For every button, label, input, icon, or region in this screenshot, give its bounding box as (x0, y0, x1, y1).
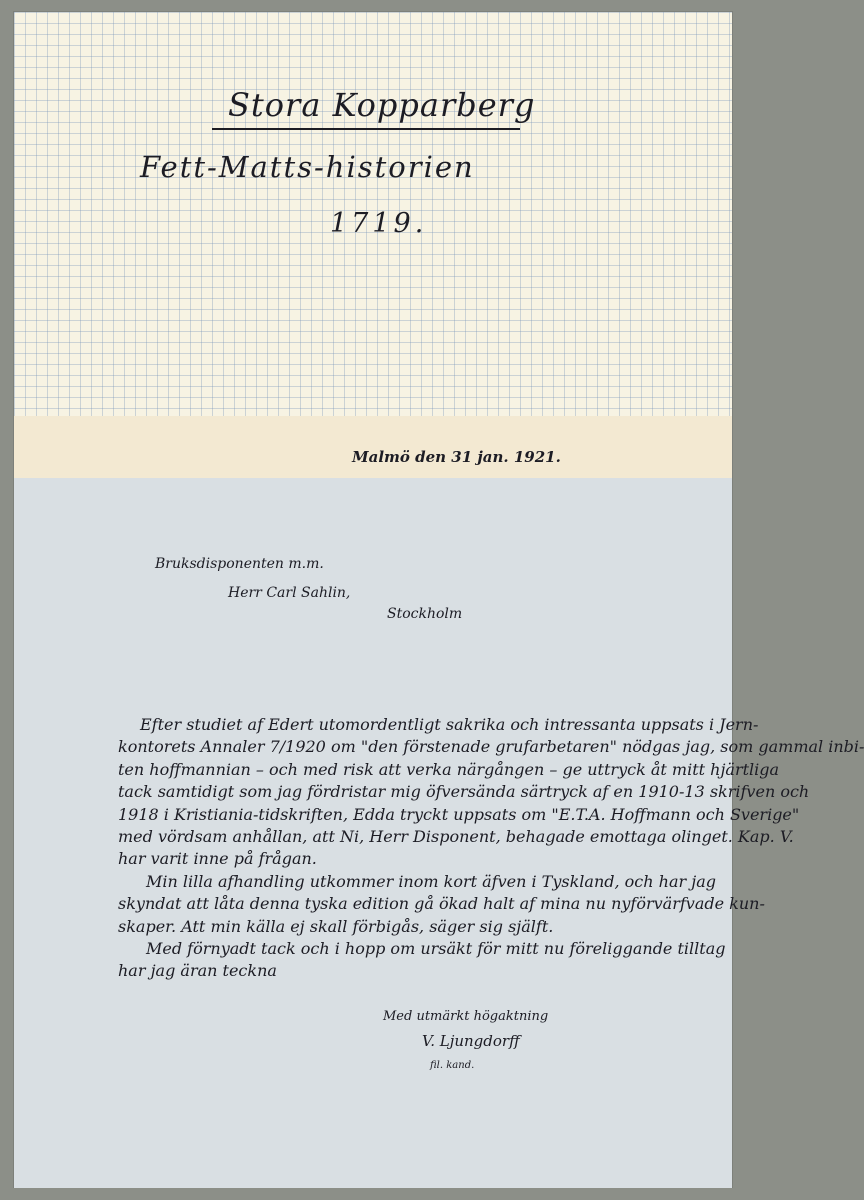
body-line: Med förnyadt tack och i hopp om ursäkt för mitt nu föreliggande tilltag (146, 938, 726, 958)
signature: V. Ljungdorff (422, 1032, 520, 1050)
title-underline (212, 128, 520, 130)
body-line: skaper. Att min källa ej skall förbigås, säger sig själft. (118, 916, 554, 936)
note-year: 1719. (330, 208, 428, 239)
letter-body (118, 714, 864, 983)
body-line: med vördsam anhållan, att Ni, Herr Disponent, behagade emottaga olinget. Kap. V. (118, 826, 794, 846)
closing-phrase: Med utmärkt högaktning (383, 1009, 549, 1024)
letter-date: Malmö den 31 jan. 1921. (352, 448, 561, 466)
paper-tape-strip (14, 416, 732, 478)
body-line: Efter studiet af Edert utomordentligt sakrika och intressanta uppsats i Jern- (140, 715, 759, 734)
body-line: ten hoffmannian – och med risk att verka närgången – ge uttryck åt mitt hjärtliga (118, 759, 780, 779)
grid-note-paper (14, 12, 732, 478)
note-title: Stora Kopparberg (228, 86, 536, 124)
body-line: har jag äran teckna (118, 961, 277, 981)
recipient-line: Bruksdisponenten m.m. (155, 556, 324, 572)
note-subtitle: Fett-Matts-historien (140, 150, 475, 184)
body-line: tack samtidigt som jag fördristar mig öfversända särtryck af en 1910-13 skrifven och (118, 782, 810, 802)
body-line: har varit inne på frågan. (118, 849, 317, 869)
recipient-line: Stockholm (387, 606, 463, 622)
body-line: Min lilla afhandling utkommer inom kort äfven i Tyskland, och har jag (146, 871, 716, 891)
recipient-line: Herr Carl Sahlin, (228, 585, 351, 601)
body-line: 1918 i Kristiania-tidskriften, Edda tryckt uppsats om "E.T.A. Hoffmann och Sverige" (118, 804, 800, 824)
signature-title: fil. kand. (430, 1060, 475, 1071)
body-line: skyndat att låta denna tyska edition gå ökad halt af mina nu nyförvärfvade kun- (118, 894, 765, 914)
body-line: kontorets Annaler 7/1920 om "den förstenade grufarbetaren" nödgas jag, som gammal inbi- (118, 737, 864, 757)
